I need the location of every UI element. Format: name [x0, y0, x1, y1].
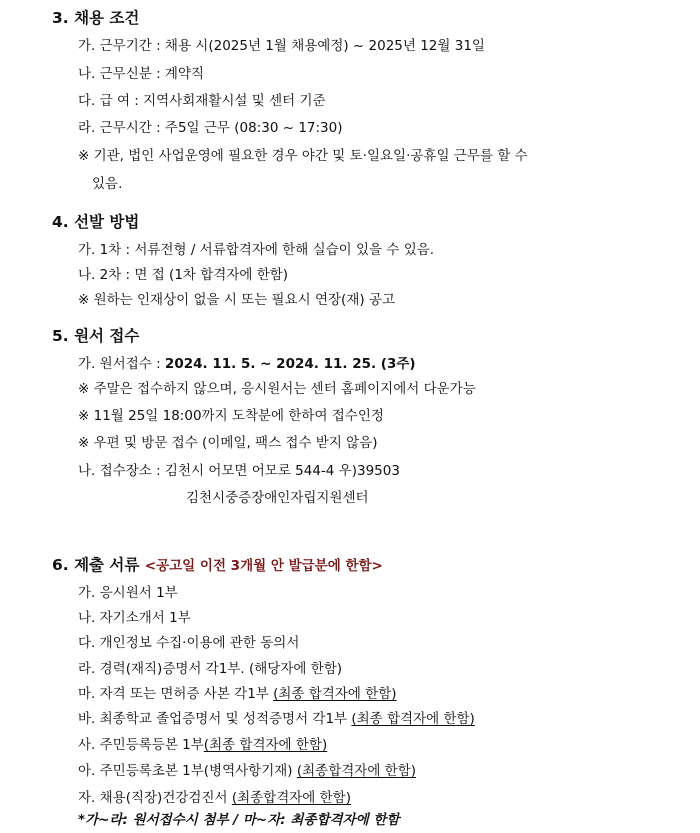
documents-footnote: *가~라: 원서접수시 첨부 / 마~자: 최종합격자에 한함 — [78, 812, 400, 828]
re-announcement-note: ※ 원하는 인재상이 없을 시 또는 필요시 연장(재) 공고 — [78, 292, 395, 308]
weekend-note: ※ 주말은 접수하지 않으며, 응시원서는 센터 홈페이지에서 다운가능 — [78, 381, 476, 397]
document-item-5 — [78, 682, 397, 702]
document-item-6 — [78, 707, 475, 727]
salary-line: 다. 급 여 : 지역사회재활시설 및 센터 기준 — [78, 93, 326, 109]
application-period-dates: 2024. 11. 5. ~ 2024. 11. 25. (3주) — [164, 356, 416, 372]
section-3-heading: 3. 채용 조건 — [52, 9, 140, 27]
document-item-4: 라. 경력(재직)증명서 각1부. (해당자에 한함) — [78, 661, 343, 677]
document-item-3: 다. 개인정보 수집·이용에 관한 동의서 — [78, 635, 300, 651]
document-item-6-condition: (최종 합격자에 한함) — [351, 711, 475, 727]
document-item-5-text: 마. 자격 또는 면허증 사본 각1부 — [78, 686, 274, 702]
work-period-line: 가. 근무기간 : 채용 시(2025년 1월 채용예정) ~ 2025년 12월 31일 — [78, 38, 485, 54]
document-item-8 — [78, 759, 416, 779]
section-6-note: <공고일 이전 3개월 안 발급분에 한함> — [144, 558, 383, 574]
deadline-note: ※ 11월 25일 18:00까지 도착분에 한하여 접수인정 — [78, 408, 384, 424]
submission-place-line: 나. 접수장소 : 김천시 어모면 어모로 544-4 우)39503 — [78, 463, 400, 479]
document-item-1: 가. 응시원서 1부 — [78, 585, 178, 601]
employment-status-line: 나. 근무신분 : 계약직 — [78, 66, 205, 82]
section-6-heading — [52, 553, 383, 575]
document-item-2: 나. 자기소개서 1부 — [78, 610, 191, 626]
document-item-8-condition: (최종합격자에 한함) — [296, 763, 417, 779]
second-round-line: 나. 2차 : 면 접 (1차 합격자에 한함) — [78, 267, 289, 283]
document-item-8-text: 아. 주민등록초본 1부(병역사항기재) — [78, 763, 297, 779]
document-item-5-condition: (최종 합격자에 한함) — [273, 686, 397, 702]
first-round-line: 가. 1차 : 서류전형 / 서류합격자에 한해 실습이 있을 수 있음. — [78, 242, 435, 258]
document-item-6-text: 바. 최종학교 졸업증명서 및 성적증명서 각1부 — [78, 711, 352, 727]
overtime-note-continued: 있음. — [92, 176, 123, 192]
document-item-9-text: 자. 채용(직장)건강검진서 — [78, 790, 232, 806]
document-item-9-condition: (최종합격자에 한함) — [231, 790, 351, 806]
application-period-label: 가. 원서접수 : — [78, 356, 165, 372]
overtime-note-line: ※ 기관, 법인 사업운영에 필요한 경우 야간 및 토·일요일·공휴일 근무를 할 수 — [78, 148, 528, 164]
document-item-7-text: 사. 주민등록등본 1부 — [78, 737, 204, 753]
submission-place-center: 김천시중증장애인자립지원센터 — [186, 490, 369, 506]
document-item-7 — [78, 733, 327, 753]
document-item-9 — [78, 786, 351, 806]
section-6-title: 6. 제출 서류 — [52, 556, 145, 574]
application-period-line — [78, 352, 416, 372]
section-4-heading: 4. 선발 방법 — [52, 213, 140, 231]
document-item-7-condition: (최종 합격자에 한함) — [203, 737, 328, 753]
submission-method-note: ※ 우편 및 방문 접수 (이메일, 팩스 접수 받지 않음) — [78, 435, 378, 451]
work-hours-line: 라. 근무시간 : 주5일 근무 (08:30 ~ 17:30) — [78, 120, 343, 136]
section-5-heading: 5. 원서 접수 — [52, 327, 140, 345]
